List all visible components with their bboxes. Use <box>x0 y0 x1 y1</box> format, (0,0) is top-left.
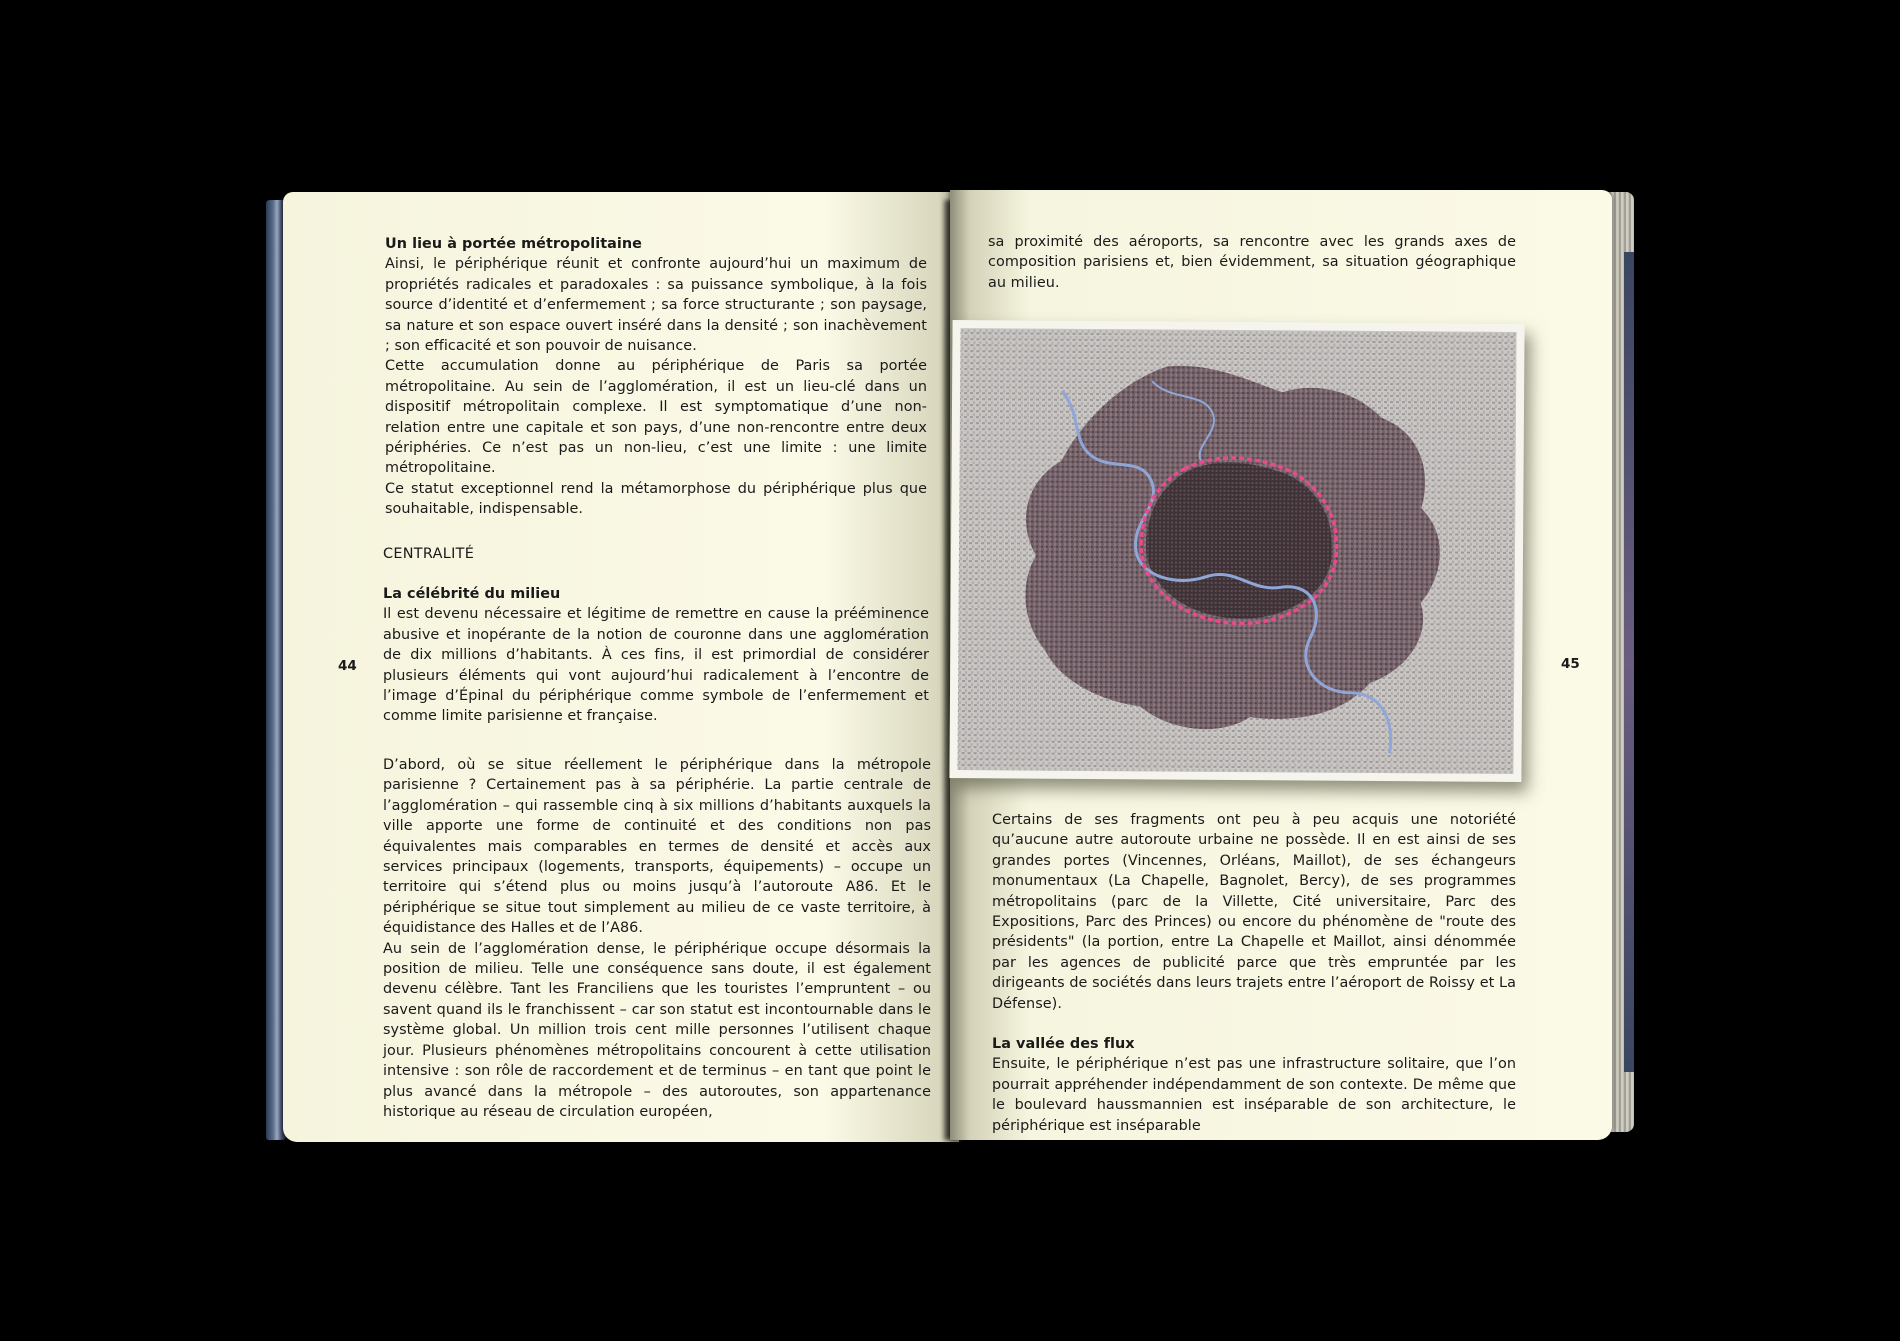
heading-metropolitan: Un lieu à portée métropolitaine <box>385 236 642 252</box>
paragraph: Ensuite, le périphérique n’est pas une infrastructure solitaire, que l’on pourrait appréhender indépendamment de son contexte. De même que le boulevard haussmannien est inséparable de son architecture, le périphérique est inséparable <box>992 1056 1516 1134</box>
paragraph: Au sein de l’agglomération dense, le périphérique occupe désormais la position de milieu. Telle une conséquence sans doute, il est également devenu célèbre. Tant les Franciliens que les touristes l’empruntent – ou savent quand ils le franchissent – car son statut est incontournable dans le système global. Un million trois cent mille personnes l’utilisent chaque jour. Plusieurs phénomènes métropolitains concourent à cette utilisation intensive : son rôle de raccordement et de terminus – en tant que point le plus avancé dans la métropole – des autoroutes, son appartenance historique au réseau de circulation européen, <box>383 940 931 1120</box>
page-number-right: 45 <box>1561 656 1580 672</box>
page-number-left: 44 <box>338 658 357 674</box>
paragraph: Cette accumulation donne au périphérique de Paris sa portée métropolitaine. Au sein de l’agglomération, il est un lieu-clé dans un dispositif métropolitain complexe. Il est symptomatique d’une non-relation entre une capitale et son pays, d’une non-rencontre entre deux périphéries. Ce n’est pas un non-lieu, c’est une limite : une limite métropolitaine. <box>385 358 927 477</box>
left-text-middle <box>383 584 929 727</box>
heading-celebrity: La célébrité du milieu <box>383 586 561 602</box>
paragraph: Il est devenu nécessaire et légitime de remettre en cause la prééminence abusive et inopérante de la notion de couronne dans une agglomération de dix millions d’habitants. À ces fins, il est primordial de considérer plusieurs éléments qui vont aujourd’hui radicalement à l’encontre de l’image d’Épinal du périphérique comme symbole de l’enfermement et comme limite parisienne et française. <box>383 606 929 725</box>
section-title: CENTRALITÉ <box>383 546 475 562</box>
paragraph: D’abord, où se situe réellement le périphérique dans la métropole parisienne ? Certainement pas à sa périphérie. La partie centrale de l’agglomération – qui rassemble cinq à six millions d’habitants auxquels la ville apporte une forme de continuité et des conditions non pas équivalentes mais comparables en termes de densité et accès aux services principaux (logements, transports, équipements) – occupe un territoire qui s’étend plus ou moins jusqu’à l’autoroute A86. Et le périphérique se situe tout simplement au milieu de ce vaste territoire, à équidistance des Halles et de l’A86. <box>383 757 931 937</box>
left-text-top <box>385 234 927 520</box>
paragraph: Ainsi, le périphérique réunit et confronte aujourd’hui un maximum de propriétés radicales et paradoxales : sa puissance symbolique, à la fois source d’identité et d’enfermement ; sa force structurante ; son paysage, sa nature et son espace ouvert inséré dans la densité ; son inachèvement ; son efficacité et son pouvoir de nuisance. <box>385 256 927 355</box>
right-text-bottom <box>992 810 1516 1136</box>
paragraph: Certains de ses fragments ont peu à peu acquis une notoriété qu’aucune autre autoroute urbaine ne possède. Il en est ainsi de ses grandes portes (Vincennes, Orléans, Maillot), de ses échangeurs monumentaux (La Chapelle, Bagnolet, Bercy), de ses programmes métropolitains (parc de la Villette, Cité universitaire, Parc des Expositions, Parc des Princes) ou encore du phénomène de "route des présidents" (la portion, entre La Chapelle et Maillot, ainsi dénommée par les agences de publicité parce que très empruntée par les dirigeants de sociétés dans leurs trajets entre l’aéroport de Roissy et La Défense). <box>992 812 1516 1012</box>
right-text-top: sa proximité des aéroports, sa rencontre avec les grands axes de composition parisiens et, bien évidemment, sa situation géographique au milieu. <box>988 234 1516 291</box>
paragraph: Ce statut exceptionnel rend la métamorphose du périphérique plus que souhaitable, indispensable. <box>385 480 927 518</box>
heading-flux-valley: La vallée des flux <box>992 1036 1135 1053</box>
paris-map-figure <box>949 320 1524 782</box>
left-page <box>283 192 959 1142</box>
paris-map-image <box>949 320 1524 782</box>
left-text-bottom <box>383 755 931 1122</box>
